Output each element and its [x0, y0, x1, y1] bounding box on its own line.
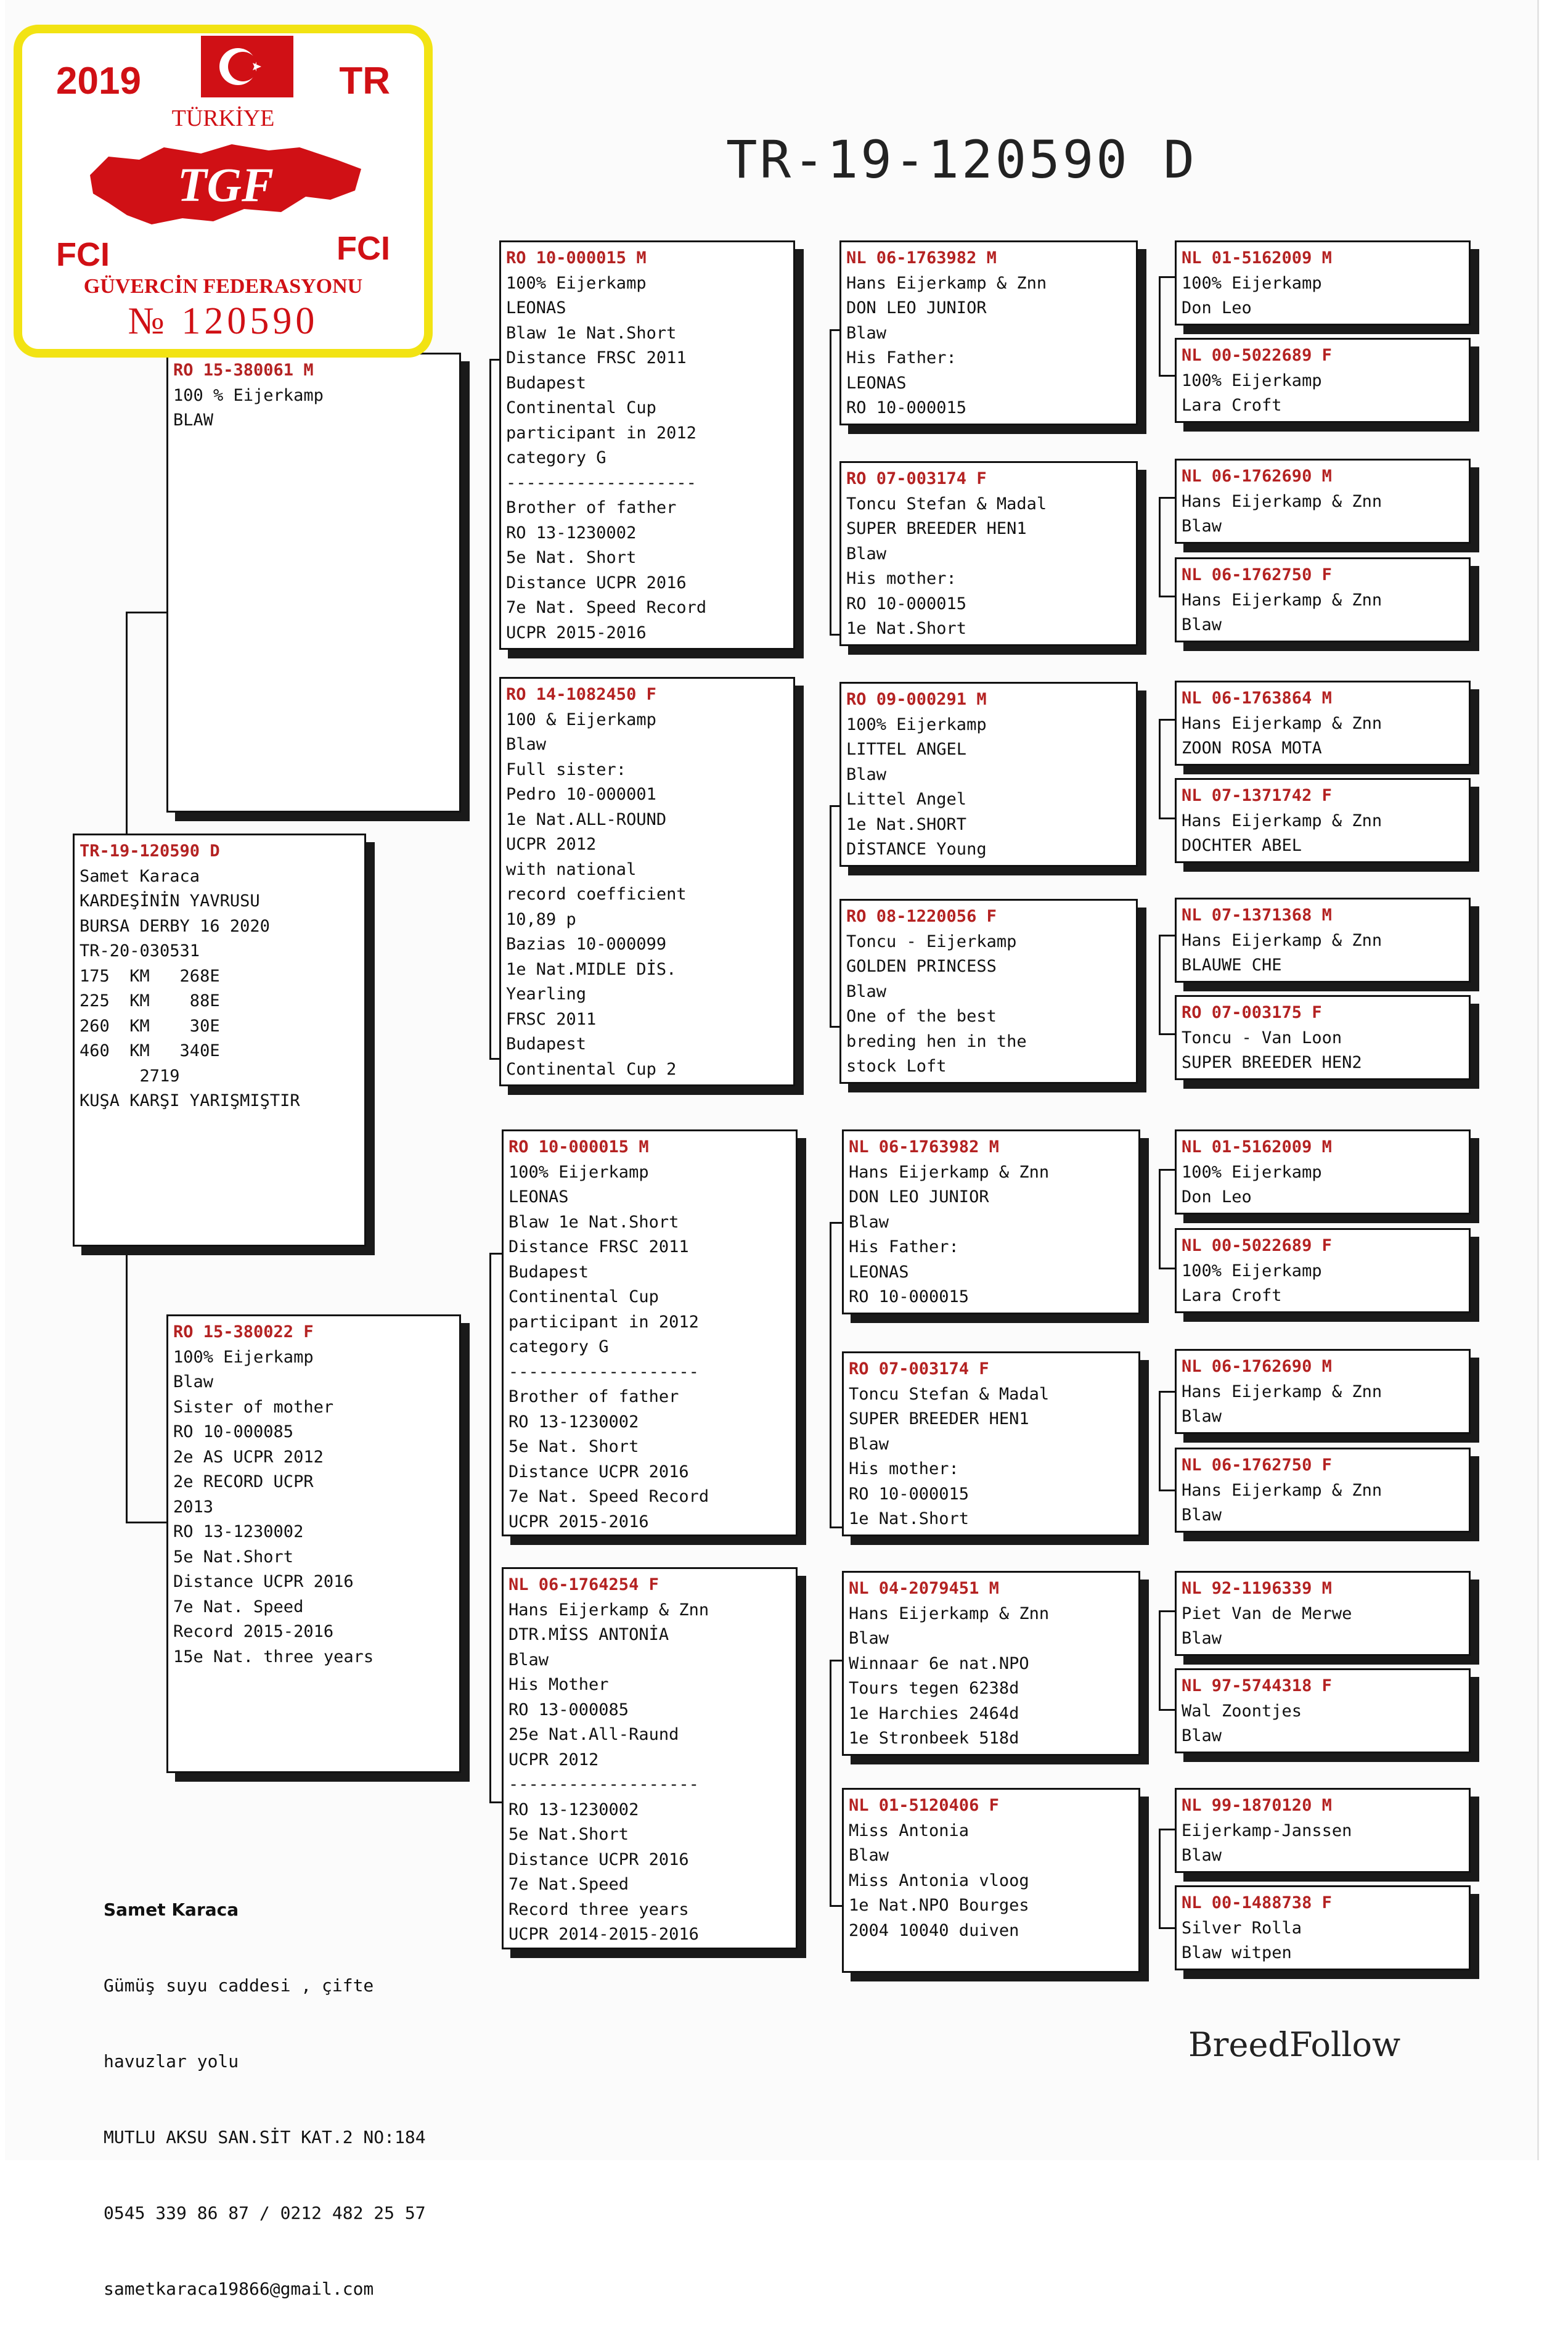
connector — [1159, 719, 1161, 819]
card-line: 2013 — [173, 1497, 214, 1517]
connector — [1159, 1610, 1161, 1710]
card-line: Toncu Stefan & Madal — [849, 1384, 1050, 1404]
card-line: RO 10-000015 — [846, 398, 967, 417]
card-line: RO 13-1230002 — [508, 1800, 639, 1819]
pedigree-card-ddd[interactable] — [842, 1788, 1140, 1973]
card-line: Record three years — [508, 1899, 689, 1919]
card-line: UCPR 2015-2016 — [508, 1512, 649, 1531]
connector — [489, 359, 491, 1059]
card-line: Don Leo — [1182, 1187, 1252, 1207]
card-line: 2e RECORD UCPR — [173, 1472, 314, 1491]
card-line: 100% Eijerkamp — [508, 1162, 649, 1182]
pedigree-card-g7[interactable] — [1175, 898, 1471, 983]
card-line: DTR.MİSS ANTONİA — [508, 1625, 669, 1644]
card-line: 1e Harchies 2464d — [849, 1703, 1019, 1723]
ring-number: NL 06-1763864 M — [1182, 689, 1332, 708]
owner-address: havuzlar yolu — [104, 2051, 239, 2071]
ring-number: RO 14-1082450 F — [506, 685, 656, 704]
card-line: 2004 10040 duiven — [849, 1920, 1019, 1940]
card-line: Continental Cup — [506, 398, 656, 417]
card-line: 1e Nat.ALL-ROUND — [506, 809, 667, 829]
card-line: SUPER BREEDER HEN1 — [846, 519, 1027, 538]
card-line: Silver Rolla — [1182, 1918, 1302, 1938]
card-line: Hans Eijerkamp & Znn — [849, 1162, 1050, 1182]
card-line: Toncu Stefan & Madal — [846, 494, 1047, 514]
card-line: SUPER BREEDER HEN1 — [849, 1409, 1029, 1428]
card-line: 5e Nat.Short — [508, 1825, 629, 1844]
card-line: breding hen in the — [846, 1031, 1027, 1051]
ring-number: RO 10-000015 M — [506, 248, 647, 268]
pedigree-card-g4[interactable] — [1175, 557, 1471, 642]
card-line: 225 KM 88E — [80, 991, 220, 1010]
pedigree-card-dds[interactable] — [842, 1571, 1140, 1756]
ring-number: RO 07-003174 F — [846, 469, 987, 488]
card-line: Hans Eijerkamp & Znn — [1182, 491, 1382, 511]
card-line: Winnaar 6e nat.NPO — [849, 1653, 1029, 1673]
card-line: Budapest — [506, 373, 587, 393]
card-line: participant in 2012 — [506, 423, 696, 443]
connector — [830, 1222, 831, 1528]
card-line: SUPER BREEDER HEN2 — [1182, 1053, 1362, 1072]
card-line: Blaw — [1182, 1846, 1222, 1865]
card-line: 175 KM 268E — [80, 966, 220, 986]
card-line: 10,89 p — [506, 909, 576, 929]
card-line: Miss Antonia vloog — [849, 1871, 1029, 1890]
turkey-flag-icon — [201, 36, 293, 97]
pedigree-card-g12[interactable] — [1175, 1448, 1471, 1533]
pedigree-card-sire[interactable] — [166, 353, 461, 813]
card-line: 25e Nat.All-Raund — [508, 1725, 679, 1744]
card-line: 1e Nat.Short — [849, 1509, 970, 1528]
card-line: category G — [506, 448, 606, 467]
ring-number: NL 92-1196339 M — [1182, 1579, 1332, 1598]
card-line: participant in 2012 — [508, 1312, 699, 1332]
connector — [1159, 1169, 1161, 1269]
ring-number: NL 01-5162009 M — [1182, 1137, 1332, 1157]
card-line: with national — [506, 859, 637, 879]
card-line: 1e Nat.NPO Bourges — [849, 1896, 1029, 1915]
card-line: DOCHTER ABEL — [1182, 836, 1302, 855]
ring-number: RO 15-380022 F — [173, 1322, 314, 1342]
card-line: Miss Antonia — [849, 1821, 970, 1840]
ring-number: RO 08-1220056 F — [846, 907, 997, 926]
stamp-country-code: TR — [339, 60, 390, 102]
card-line: LEONAS — [506, 298, 566, 318]
ring-number: NL 00-1488738 F — [1182, 1893, 1332, 1912]
card-line: UCPR 2012 — [506, 835, 597, 854]
card-line: KARDEŞİNİN YAVRUSU — [80, 891, 260, 911]
card-line: Blaw — [846, 544, 887, 563]
card-line: Distance UCPR 2016 — [508, 1462, 689, 1481]
card-line: UCPR 2012 — [508, 1750, 599, 1769]
pedigree-card-g1[interactable] — [1175, 240, 1471, 326]
card-line: RO 10-000015 — [849, 1484, 970, 1504]
card-line: Blaw — [846, 323, 887, 343]
fci-right-label: FCI — [337, 230, 390, 267]
pedigree-card-dam[interactable] — [166, 1314, 461, 1773]
card-line: RO 13-000085 — [508, 1700, 629, 1719]
card-line: Toncu - Eijerkamp — [846, 932, 1017, 951]
card-line: 7e Nat.Speed — [508, 1875, 629, 1894]
pedigree-card-g5[interactable] — [1175, 681, 1471, 766]
card-line: LEONAS — [846, 373, 907, 393]
card-line: DİSTANCE Young — [846, 840, 987, 859]
ring-number: NL 06-1762690 M — [1182, 467, 1332, 486]
stamp-country: TÜRKİYE — [171, 105, 275, 131]
card-line: Brother of father — [506, 498, 677, 517]
card-line: UCPR 2014-2015-2016 — [508, 1925, 699, 1944]
pedigree-card-sss[interactable] — [839, 240, 1138, 425]
card-line: Samet Karaca — [80, 866, 200, 886]
brand-logo-text: BreedFollow — [1188, 2025, 1401, 2064]
card-line: RO 13-1230002 — [508, 1412, 639, 1432]
card-line: record coefficient — [506, 885, 687, 904]
card-line: Record 2015-2016 — [173, 1622, 334, 1641]
card-line: Full sister: — [506, 760, 627, 779]
pedigree-card-g9[interactable] — [1175, 1129, 1471, 1215]
card-line: 260 KM 30E — [80, 1016, 220, 1036]
pedigree-card-g8[interactable] — [1175, 995, 1471, 1080]
pedigree-card-sdd[interactable] — [839, 899, 1138, 1084]
connector — [1159, 497, 1161, 597]
ring-number: NL 00-5022689 F — [1182, 346, 1332, 365]
card-line: TR-20-030531 — [80, 941, 200, 961]
card-line: 1e Nat.Short — [846, 619, 967, 638]
stamp-federation: GÜVERCİN FEDERASYONU — [83, 275, 363, 298]
pedigree-card-sd[interactable] — [499, 677, 795, 1086]
card-line: 100% Eijerkamp — [173, 1347, 314, 1367]
ring-number: NL 06-1762750 F — [1182, 1456, 1332, 1475]
ring-number: NL 06-1764254 F — [508, 1575, 659, 1594]
owner-name: Samet Karaca — [104, 1899, 239, 1920]
card-line: RO 10-000015 — [846, 594, 967, 613]
ring-number: RO 10-000015 M — [508, 1137, 649, 1157]
card-line: Hans Eijerkamp & Znn — [1182, 811, 1382, 830]
card-line: Hans Eijerkamp & Znn — [508, 1600, 709, 1620]
card-line: Pedro 10-000001 — [506, 785, 656, 804]
pedigree-card-g13[interactable] — [1175, 1571, 1471, 1656]
card-line: GOLDEN PRINCESS — [846, 957, 997, 976]
card-line: 100% Eijerkamp — [846, 715, 987, 734]
card-line: Wal Zoontjes — [1182, 1701, 1302, 1721]
card-line: Hans Eijerkamp & Znn — [1182, 1382, 1382, 1401]
card-line: Piet Van de Merwe — [1182, 1604, 1352, 1623]
card-line: Eijerkamp-Janssen — [1182, 1821, 1352, 1840]
card-line: LEONAS — [508, 1187, 569, 1207]
card-line: 1e Stronbeek 518d — [849, 1729, 1019, 1748]
owner-phone: 0545 339 86 87 / 0212 482 25 57 — [104, 2203, 426, 2223]
ring-number: RO 15-380061 M — [173, 361, 314, 380]
card-line: BLAUWE CHE — [1182, 956, 1282, 975]
card-line: 2e AS UCPR 2012 — [173, 1447, 324, 1467]
card-line: 7e Nat. Speed — [173, 1597, 304, 1616]
card-line: Sister of mother — [173, 1397, 334, 1417]
card-line: 1e Nat.MIDLE DİS. — [506, 959, 677, 979]
stamp-year: 2019 — [56, 60, 141, 102]
pedigree-card-sds[interactable] — [839, 682, 1138, 867]
card-line: Blaw — [1182, 1726, 1222, 1745]
card-line: LITTEL ANGEL — [846, 740, 967, 759]
card-line: His Mother — [508, 1675, 609, 1694]
card-line: DON LEO JUNIOR — [849, 1187, 989, 1207]
card-line: Blaw 1e Nat.Short — [506, 323, 677, 343]
card-line: Blaw — [1182, 517, 1222, 536]
connector — [1159, 1391, 1161, 1491]
ring-number: NL 06-1763982 M — [846, 248, 997, 268]
connector — [1159, 276, 1161, 376]
card-line: 100% Eijerkamp — [506, 273, 647, 293]
ring-number: NL 97-5744318 F — [1182, 1676, 1332, 1695]
card-line: Budapest — [508, 1262, 589, 1282]
card-line: 100% Eijerkamp — [1182, 1162, 1322, 1182]
card-line: UCPR 2015-2016 — [506, 623, 647, 642]
stamp-org: TGF — [178, 158, 274, 211]
connector — [1159, 1829, 1161, 1928]
pedigree-card-g14[interactable] — [1175, 1668, 1471, 1753]
pedigree-card-ssd[interactable] — [839, 461, 1138, 646]
pedigree-card-ss[interactable] — [499, 240, 795, 650]
card-line: Blaw 1e Nat.Short — [508, 1212, 679, 1232]
card-line: Blaw — [849, 1212, 889, 1232]
card-line: 15e Nat. three years — [173, 1647, 374, 1666]
card-line: 5e Nat.Short — [173, 1547, 294, 1567]
pedigree-card-g15[interactable] — [1175, 1788, 1471, 1873]
connector — [126, 612, 171, 613]
card-line: Blaw — [849, 1434, 889, 1454]
card-line: Hans Eijerkamp & Znn — [1182, 713, 1382, 733]
card-line: Hans Eijerkamp & Znn — [1182, 1480, 1382, 1500]
card-line: RO 10-000015 — [849, 1287, 970, 1306]
owner-info — [104, 1846, 426, 2352]
card-line: ZOON ROSA MOTA — [1182, 739, 1322, 758]
card-line: Blaw — [846, 764, 887, 784]
card-line: 7e Nat. Speed Record — [508, 1487, 709, 1506]
ring-number: NL 07-1371368 M — [1182, 906, 1332, 925]
card-line: BLAW — [173, 411, 214, 430]
card-line: 1e Nat.SHORT — [846, 814, 967, 834]
ring-number: NL 01-5120406 F — [849, 1796, 999, 1815]
card-line: Hans Eijerkamp & Znn — [849, 1604, 1050, 1623]
ring-number: NL 06-1763982 M — [849, 1137, 999, 1157]
ring-number: NL 01-5162009 M — [1182, 248, 1332, 268]
card-line: DON LEO JUNIOR — [846, 298, 987, 318]
card-line: Distance FRSC 2011 — [506, 348, 687, 367]
pedigree-card-g3[interactable] — [1175, 459, 1471, 544]
connector — [1159, 935, 1161, 1035]
ring-stamp-sticker — [14, 25, 433, 358]
card-line: Yearling — [506, 985, 587, 1004]
card-line: RO 13-1230002 — [506, 523, 637, 543]
card-line: Hans Eijerkamp & Znn — [1182, 590, 1382, 610]
card-line: Bazias 10-000099 — [506, 935, 667, 954]
card-line: Lara Croft — [1182, 396, 1282, 415]
card-line: 460 KM 340E — [80, 1041, 220, 1060]
card-line: 7e Nat. Speed Record — [506, 598, 707, 617]
pedigree-card-g10[interactable] — [1175, 1228, 1471, 1313]
turkey-map-logo — [84, 132, 367, 243]
card-line: Distance UCPR 2016 — [173, 1572, 354, 1591]
card-line: Budapest — [506, 1035, 587, 1054]
stamp-number: № 120590 — [128, 300, 319, 342]
card-line: ------------------- — [508, 1362, 699, 1382]
card-line: Distance UCPR 2016 — [508, 1850, 689, 1869]
ring-number: NL 04-2079451 M — [849, 1579, 999, 1598]
card-line: Blaw — [1182, 1407, 1222, 1426]
ring-number: NL 06-1762690 M — [1182, 1357, 1332, 1376]
connector — [830, 805, 831, 1027]
connector — [126, 1522, 171, 1523]
card-line: 2719 — [80, 1066, 180, 1086]
card-line: stock Loft — [846, 1057, 947, 1076]
owner-email[interactable]: sametkaraca19866@gmail.com — [104, 2279, 374, 2299]
ring-number: NL 00-5022689 F — [1182, 1236, 1332, 1255]
card-line: 100 & Eijerkamp — [506, 710, 656, 729]
ring-number: RO 09-000291 M — [846, 690, 987, 709]
card-line: ------------------- — [508, 1775, 699, 1794]
card-line: Hans Eijerkamp & Znn — [1182, 930, 1382, 950]
card-line: Toncu - Van Loon — [1182, 1028, 1342, 1047]
pedigree-card-g11[interactable] — [1175, 1349, 1471, 1434]
card-line: Distance UCPR 2016 — [506, 573, 687, 592]
card-line: 5e Nat. Short — [508, 1437, 639, 1456]
card-line: Blaw — [849, 1629, 889, 1648]
card-line: Lara Croft — [1182, 1286, 1282, 1305]
card-line: Blaw witpen — [1182, 1943, 1292, 1962]
card-line: Brother of father — [508, 1387, 679, 1406]
card-line: Hans Eijerkamp & Znn — [846, 273, 1047, 293]
owner-address: Gümüş suyu caddesi , çifte — [104, 1975, 374, 1996]
card-line: His Father: — [846, 348, 957, 367]
pedigree-title: TR-19-120590 D — [726, 129, 1198, 190]
card-line: Tours tegen 6238d — [849, 1679, 1019, 1698]
card-line: 100% Eijerkamp — [1182, 371, 1322, 390]
connector — [489, 1253, 491, 1803]
pedigree-card-g2[interactable] — [1175, 338, 1471, 423]
card-line: Distance FRSC 2011 — [508, 1237, 689, 1256]
ring-number: TR-19-120590 D — [80, 842, 220, 861]
card-line: 100 % Eijerkamp — [173, 385, 324, 405]
card-line: FRSC 2011 — [506, 1009, 597, 1029]
card-line: Blaw — [508, 1650, 549, 1670]
pedigree-card-g6[interactable] — [1175, 778, 1471, 863]
ring-number: NL 99-1870120 M — [1182, 1796, 1332, 1815]
card-line: Blaw — [1182, 1506, 1222, 1525]
pedigree-card-subject[interactable] — [73, 834, 366, 1247]
card-line: RO 10-000085 — [173, 1422, 294, 1441]
card-line: Blaw — [1182, 615, 1222, 634]
pedigree-card-dsd[interactable] — [842, 1351, 1140, 1536]
card-line: 100% Eijerkamp — [1182, 273, 1322, 293]
card-line: Blaw — [849, 1846, 889, 1865]
ring-number: RO 07-003175 F — [1182, 1003, 1322, 1022]
card-line: Littel Angel — [846, 790, 967, 809]
pedigree-card-dss[interactable] — [842, 1129, 1140, 1314]
card-line: Blaw — [1182, 1629, 1222, 1648]
card-line: RO 13-1230002 — [173, 1522, 304, 1541]
card-line: KUŞA KARŞI YARIŞMIŞTIR — [80, 1091, 300, 1110]
card-line: One of the best — [846, 1007, 997, 1026]
card-line: Blaw — [846, 981, 887, 1001]
card-line: Don Leo — [1182, 298, 1252, 318]
owner-address: MUTLU AKSU SAN.SİT KAT.2 NO:184 — [104, 2127, 426, 2147]
ring-number: NL 06-1762750 F — [1182, 565, 1332, 584]
card-line: His mother: — [846, 569, 957, 588]
ring-number: RO 07-003174 F — [849, 1359, 989, 1379]
card-line: 5e Nat. Short — [506, 548, 637, 567]
card-line: Blaw — [173, 1372, 214, 1391]
card-line: BURSA DERBY 16 2020 — [80, 916, 270, 936]
card-line: category G — [508, 1337, 609, 1356]
connector — [830, 1660, 831, 1906]
card-line: 100% Eijerkamp — [1182, 1261, 1322, 1280]
pedigree-card-dd[interactable] — [502, 1567, 798, 1949]
fci-left-label: FCI — [56, 236, 110, 273]
card-line: Continental Cup 2 — [506, 1059, 677, 1079]
ring-number: NL 07-1371742 F — [1182, 786, 1332, 805]
connector — [830, 329, 831, 635]
card-line: LEONAS — [849, 1262, 909, 1282]
card-line: Continental Cup — [508, 1287, 659, 1306]
pedigree-card-ds[interactable] — [502, 1129, 798, 1536]
pedigree-card-g16[interactable] — [1175, 1885, 1471, 1970]
card-line: Blaw — [506, 735, 547, 754]
card-line: His Father: — [849, 1237, 959, 1256]
card-line: ------------------- — [506, 473, 696, 493]
card-line: His mother: — [849, 1459, 959, 1478]
